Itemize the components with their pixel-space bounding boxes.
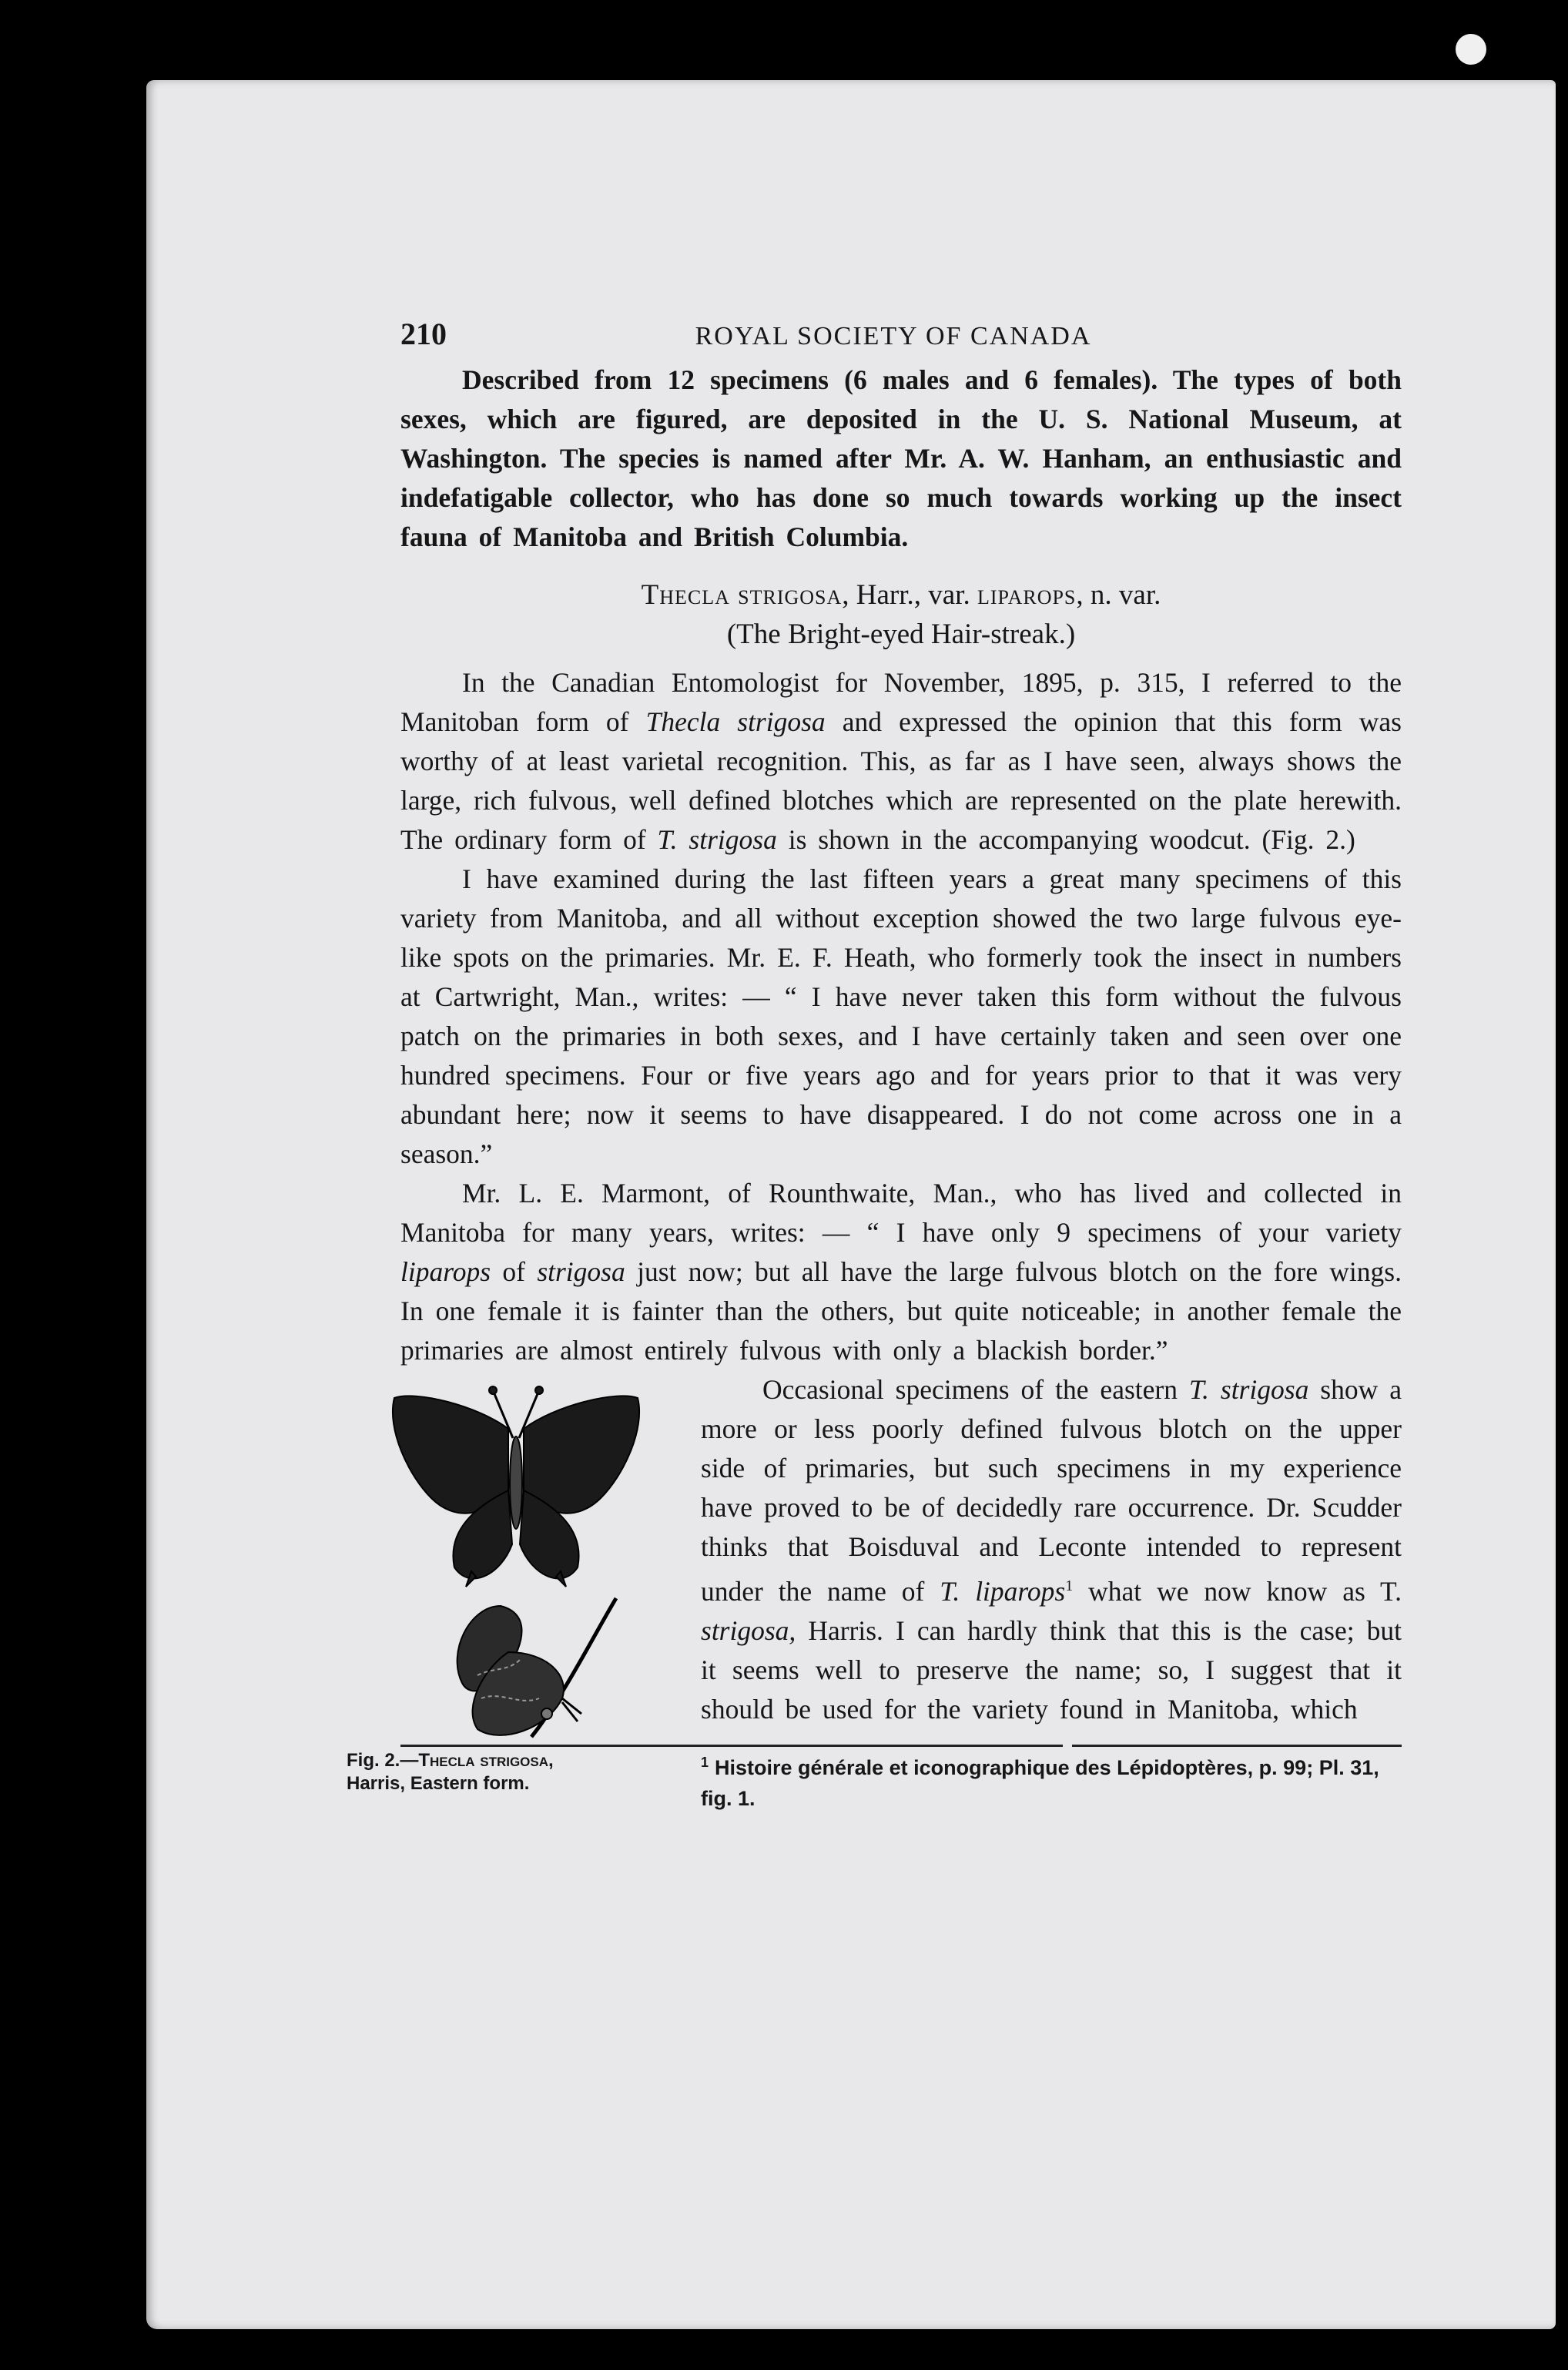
- species-name: Thecla strigosa: [641, 579, 843, 611]
- italic-run: strigosa: [537, 1256, 625, 1287]
- page-content: [347, 314, 1402, 1868]
- italic-run: Thecla strigosa: [645, 706, 826, 737]
- paper-blemish: [1456, 34, 1486, 65]
- footnote-ref[interactable]: 1: [1065, 1577, 1074, 1594]
- italic-run: T. liparops: [940, 1575, 1066, 1607]
- butterfly-upper-icon: [393, 1386, 639, 1587]
- italic-run: T. strigosa: [657, 824, 777, 855]
- text-run: of: [491, 1256, 538, 1287]
- text-run: In the Canadian Entomologist for November, 1895, p. 315, I referred to the Manitoban form of: [400, 667, 1402, 737]
- text-run: Occasional specimens of the eastern: [762, 1374, 1189, 1405]
- species-author: , Harr., var.: [842, 579, 977, 611]
- species-heading: [400, 575, 1402, 615]
- common-name: (The Bright-eyed Hair-streak.): [726, 618, 1076, 650]
- footnote-mark: 1: [701, 1754, 709, 1770]
- variety-status: , n. var.: [1076, 579, 1161, 611]
- text-run: just now; but all have the large fulvous blotch on the fore wings. In one female it is fainter than the others, but quite noticeable; in another female the primaries are almost entirely fulvous with only a blackish border.”: [400, 1256, 1402, 1366]
- variety-name: liparops: [977, 579, 1077, 611]
- footnote-text: Histoire générale et iconographique des Lépidoptères, p. 99; Pl. 31, fig. 1.: [701, 1755, 1379, 1810]
- text-run: and expressed the opinion that this form was worthy of at least varietal recognition. This, as far as I have seen, always shows the large, rich fulvous, well defined blotches which are represented on the plate herewith. The ordinary form of: [400, 706, 1402, 855]
- text-run: what we now know as T.: [1073, 1575, 1402, 1607]
- caption-form: Harris, Eastern form.: [347, 1773, 530, 1794]
- figure-woodcut: [347, 1375, 678, 1868]
- paragraph-description: Described from 12 specimens (6 males and 6 females). The types of both sexes, which are figured, are deposited in the U. S. National Museum, at Washington. The species is named after Mr. A. W. Hanham, an enthusiastic and indefatigable collector, who has done so much towards working up the insect fauna of Manitoba and British Columbia.: [400, 364, 1402, 552]
- italic-run: liparops: [400, 1256, 491, 1287]
- page-header: [400, 314, 1402, 356]
- italic-run: T. strigosa: [1188, 1374, 1309, 1405]
- italic-run: strigosa,: [701, 1614, 796, 1646]
- paragraph-canadian-entomologist: [400, 663, 1402, 860]
- text-run: is shown in the accompanying woodcut. (Fig. 2.): [776, 824, 1355, 855]
- butterfly-lower-icon: [457, 1598, 616, 1737]
- text-run: show a more or less poorly defined fulvous blotch on the upper side of primaries, but such specimens in my experience have proved to be of decidedly rare occurrence. Dr. Scudder thinks that Boisduval and Leconte intended to represent under the name of: [701, 1374, 1402, 1607]
- running-title: ROYAL SOCIETY OF CANADA: [695, 322, 1092, 350]
- text-run: Harris. I can hardly think that this is the case; but it seems well to preserve the name; so, I suggest that it should be used for the variety found in Manitoba, which: [701, 1614, 1402, 1725]
- caption-label: Fig. 2.—: [347, 1750, 419, 1771]
- page-number: 210: [400, 317, 447, 351]
- paragraph-heath-quote: I have examined during the last fifteen years a great many specimens of this variety from Manitoba, and all without exception showed the two large fulvous eye-like spots on the primaries. Mr. E. F. Heath, who formerly took the insect in numbers at Cartwright, Man., writes: — “ I have never taken this form without the fulvous patch on the primaries in both sexes, and I have certainly taken and seen over one hundred specimens. Four or five years ago and for years prior to that it was very abundant here; now it seems to have disappeared. I do not come across one in a season.”: [400, 863, 1402, 1169]
- figure-caption: [347, 1749, 685, 1795]
- text-run: Mr. L. E. Marmont, of Rounthwaite, Man., who has lived and collected in Manitoba for many years, writes: — “ I have only 9 specimens of your variety: [400, 1178, 1402, 1248]
- butterfly-illustration-icon: [385, 1375, 647, 1745]
- caption-species: Thecla strigosa,: [418, 1750, 554, 1771]
- paragraph-marmont-intro: [400, 1174, 1402, 1370]
